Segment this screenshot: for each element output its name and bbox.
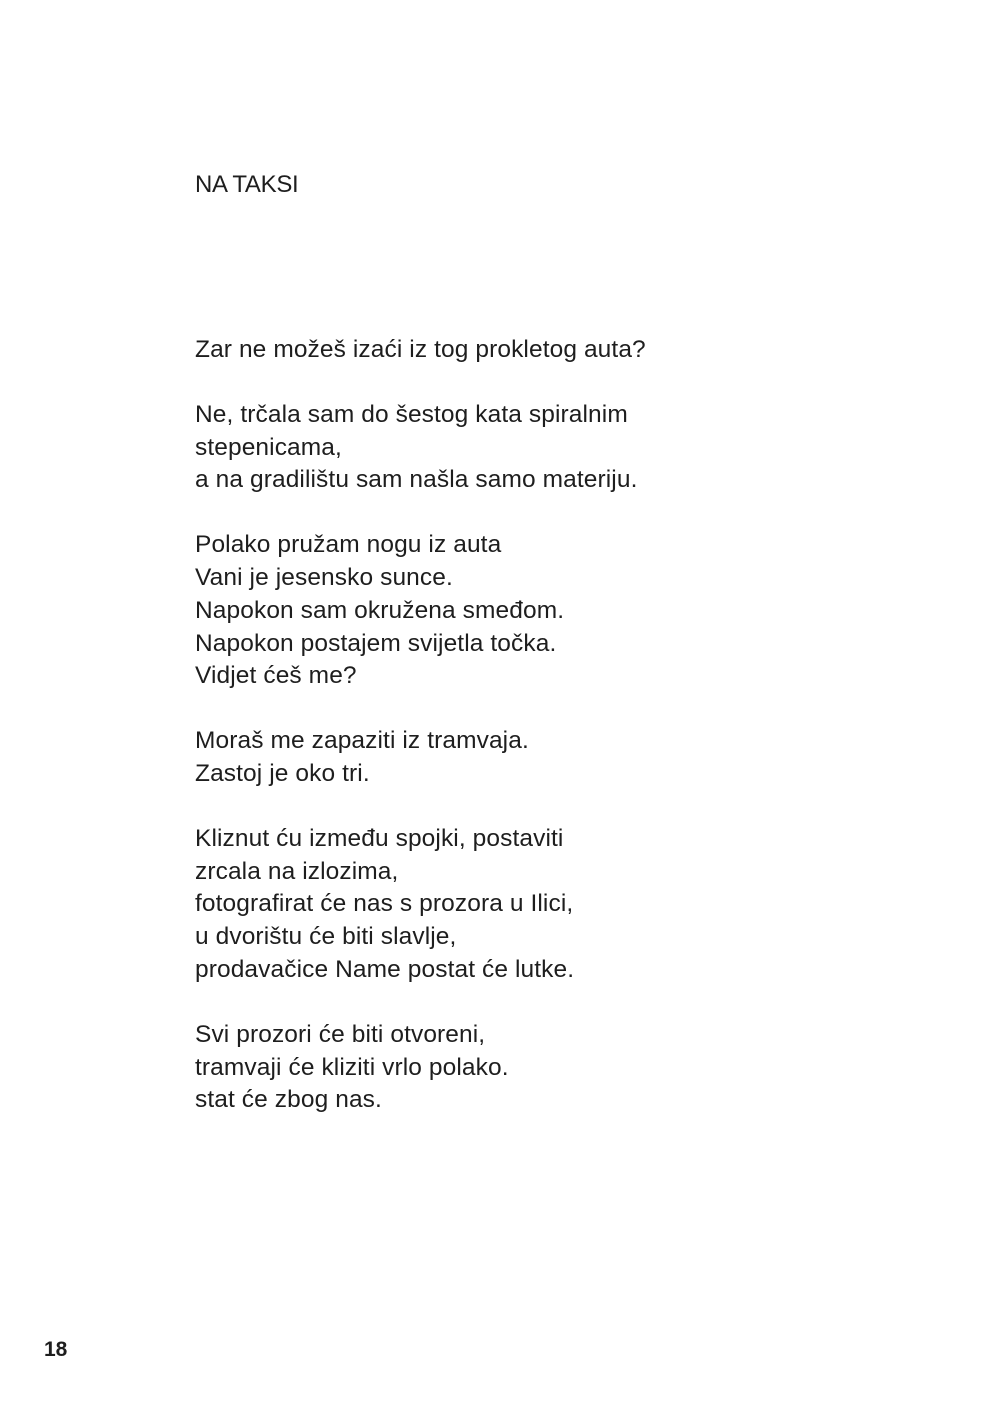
poem-line: Napokon postajem svijetla točka. [195, 629, 557, 657]
poem-line: stat će zbog nas. [195, 1086, 382, 1114]
poem-body [195, 334, 895, 1149]
poem-line: Ne, trčala sam do šestog kata spiralnim [195, 400, 628, 428]
stanza [195, 725, 895, 791]
poem-line: tramvaji će kliziti vrlo polako. [195, 1053, 509, 1081]
stanza [195, 334, 895, 367]
poem-line: fotografirat će nas s prozora u Ilici, [195, 890, 574, 918]
stanza [195, 399, 895, 497]
poem-line: Zar ne možeš izaći iz tog prokletog auta? [195, 336, 646, 363]
poem-line: Moraš me zapaziti iz tramvaja. [195, 727, 529, 755]
poem-line: Vani je jesensko sunce. [195, 563, 453, 591]
stanza [195, 1019, 895, 1117]
page-number: 18 [44, 1338, 68, 1361]
poem-line: stepenicama, [195, 433, 342, 461]
poem-line: Kliznut ću između spojki, postaviti [195, 824, 564, 852]
poem-line: prodavačice Name postat će lutke. [195, 955, 575, 983]
poem-line: Polako pružam nogu iz auta [195, 531, 502, 559]
poem-line: Vidjet ćeš me? [195, 662, 357, 690]
poem-line: zrcala na izlozima, [195, 857, 399, 885]
poem-line: Zastoj je oko tri. [195, 759, 370, 787]
stanza [195, 823, 895, 987]
poem-line: u dvorištu će biti slavlje, [195, 923, 457, 951]
poem-line: Napokon sam okružena smeđom. [195, 596, 565, 624]
poem-title: NA TAKSI [195, 171, 299, 198]
stanza [195, 529, 895, 693]
poem-line: Svi prozori će biti otvoreni, [195, 1020, 486, 1048]
poem-line: a na gradilištu sam našla samo materiju. [195, 466, 638, 494]
